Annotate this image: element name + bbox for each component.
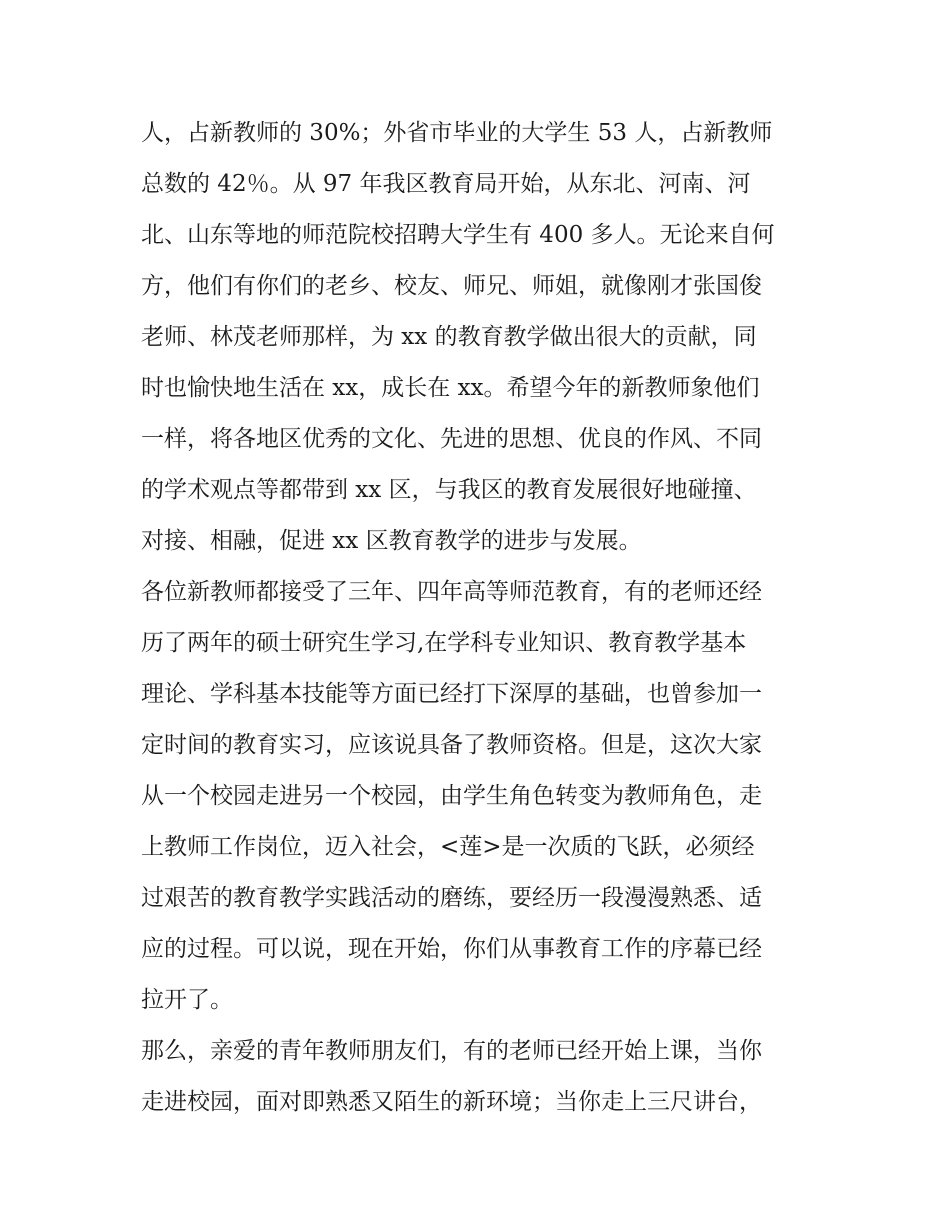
- text-line: 一样，将各地区优秀的文化、先进的思想、优良的作风、不同: [141, 426, 762, 452]
- text-line: 定时间的教育实习，应该说具备了教师资格。但是，这次大家: [141, 732, 762, 758]
- text-line: 理论、学科基本技能等方面已经打下深厚的基础，也曾参加一: [141, 681, 762, 707]
- text-line: 老师、林茂老师那样，为 xx 的教育教学做出很大的贡献，同: [141, 324, 757, 350]
- text-line: 北、山东等地的师范院校招聘大学生有 400 多人。无论来自何: [141, 222, 775, 248]
- text-line: 各位新教师都接受了三年、四年高等师范教育，有的老师还经: [141, 579, 762, 605]
- text-line: 走进校园，面对即熟悉又陌生的新环境；当你走上三尺讲台，: [141, 1089, 762, 1115]
- text-line: 方，他们有你们的老乡、校友、师兄、师姐，就像刚才张国俊: [141, 273, 762, 299]
- text-line: 总数的 42％。从 97 年我区教育局开始，从东北、河南、河: [141, 171, 751, 197]
- text-line: 从一个校园走进另一个校园，由学生角色转变为教师角色，走: [141, 783, 762, 809]
- text-line: 历了两年的硕士研究生学习,在学科专业知识、教育教学基本: [141, 630, 747, 656]
- text-line: 时也愉快地生活在 xx，成长在 xx。希望今年的新教师象他们: [141, 375, 760, 401]
- text-line: 人，占新教师的 30%；外省市毕业的大学生 53 人，占新教师: [141, 120, 773, 146]
- text-line: 应的过程。可以说，现在开始，你们从事教育工作的序幕已经: [141, 936, 762, 962]
- text-line: 的学术观点等都带到 xx 区，与我区的教育发展很好地碰撞、: [141, 477, 757, 503]
- text-line: 拉开了。: [141, 987, 233, 1013]
- text-line: 上教师工作岗位，迈入社会，<莲>是一次质的飞跃，必须经: [141, 834, 755, 860]
- text-line: 那么，亲爱的青年教师朋友们，有的老师已经开始上课，当你: [141, 1038, 762, 1064]
- text-line: 对接、相融，促进 xx 区教育教学的进步与发展。: [141, 528, 642, 554]
- document-body: [141, 108, 841, 1128]
- text-line: 过艰苦的教育教学实践活动的磨练，要经历一段漫漫熟悉、适: [141, 885, 762, 911]
